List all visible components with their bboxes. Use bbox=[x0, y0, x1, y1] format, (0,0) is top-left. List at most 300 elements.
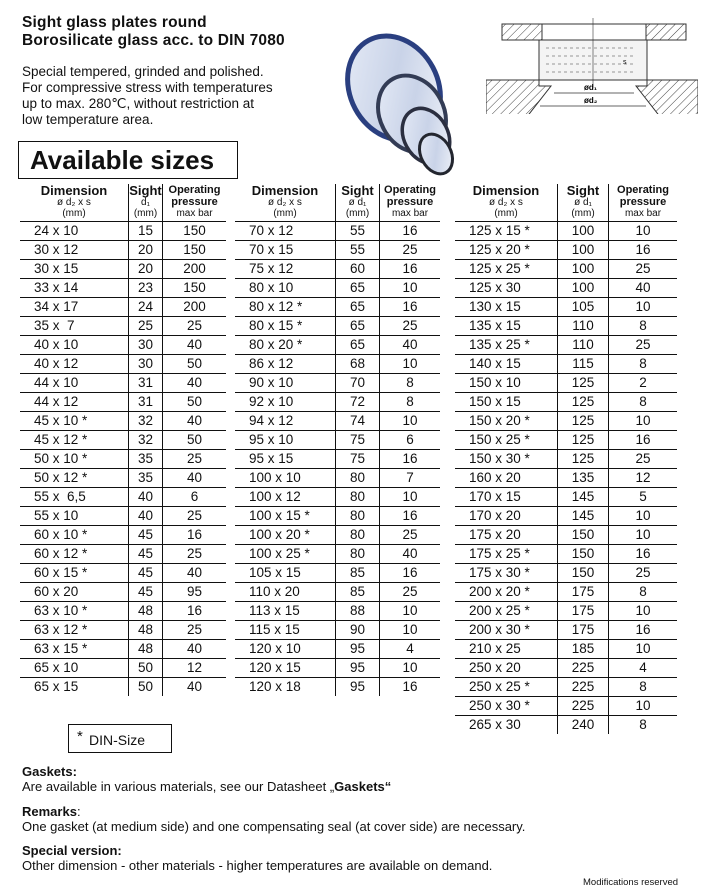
sight-cell: 85 bbox=[336, 583, 380, 602]
dimension-cell: 70 x 12 bbox=[235, 222, 336, 241]
sight-cell: 45 bbox=[129, 583, 163, 602]
table-row bbox=[235, 317, 440, 336]
dimension-cell: 60 x 15 * bbox=[20, 564, 129, 583]
intro-line: Special tempered, grinded and polished. bbox=[22, 64, 264, 79]
pressure-cell: 150 bbox=[163, 279, 227, 298]
table-row bbox=[455, 431, 677, 450]
sight-cell: 70 bbox=[336, 374, 380, 393]
pressure-cell: 25 bbox=[163, 545, 227, 564]
pressure-cell: 10 bbox=[609, 526, 678, 545]
dimension-cell: 135 x 15 bbox=[455, 317, 558, 336]
sight-cell: 125 bbox=[558, 393, 609, 412]
dimension-cell: 175 x 25 * bbox=[455, 545, 558, 564]
pressure-cell: 4 bbox=[380, 640, 441, 659]
table-row bbox=[235, 393, 440, 412]
sizes-table-1 bbox=[20, 184, 226, 696]
pressure-cell: 8 bbox=[380, 374, 441, 393]
pressure-cell: 25 bbox=[609, 450, 678, 469]
sight-cell: 95 bbox=[336, 640, 380, 659]
remarks-colon: : bbox=[76, 804, 81, 819]
sight-cell: 48 bbox=[129, 602, 163, 621]
sight-header: Sight bbox=[129, 183, 162, 198]
table-row bbox=[235, 469, 440, 488]
dimension-cell: 250 x 25 * bbox=[455, 678, 558, 697]
sight-cell: 35 bbox=[129, 469, 163, 488]
dimension-cell: 60 x 20 bbox=[20, 583, 129, 602]
sight-header: Sight bbox=[341, 183, 374, 198]
pressure-cell: 10 bbox=[380, 602, 441, 621]
sight-cell: 68 bbox=[336, 355, 380, 374]
dimension-cell: 200 x 25 * bbox=[455, 602, 558, 621]
sight-cell: 55 bbox=[336, 241, 380, 260]
pressure-header-1: Operating bbox=[617, 184, 669, 196]
dimension-cell: 150 x 25 * bbox=[455, 431, 558, 450]
sight-cell: 45 bbox=[129, 526, 163, 545]
table-row bbox=[455, 412, 677, 431]
pressure-cell: 25 bbox=[163, 450, 227, 469]
dimension-cell: 115 x 15 bbox=[235, 621, 336, 640]
dimension-cell: 100 x 12 bbox=[235, 488, 336, 507]
pressure-cell: 40 bbox=[163, 374, 227, 393]
dimension-unit: (mm) bbox=[494, 208, 518, 219]
col-header-dimension bbox=[455, 184, 558, 222]
sight-cell: 32 bbox=[129, 431, 163, 450]
pressure-cell: 10 bbox=[609, 697, 678, 716]
pressure-cell: 16 bbox=[609, 545, 678, 564]
table-row bbox=[20, 279, 226, 298]
pressure-cell: 40 bbox=[163, 640, 227, 659]
pressure-cell: 40 bbox=[163, 564, 227, 583]
pressure-cell: 8 bbox=[609, 317, 678, 336]
dimension-cell: 50 x 12 * bbox=[20, 469, 129, 488]
special-version-title: Special version: bbox=[22, 843, 122, 858]
dimension-cell: 120 x 18 bbox=[235, 678, 336, 697]
title-line-2: Borosilicate glass acc. to DIN 7080 bbox=[22, 32, 285, 49]
dimension-cell: 44 x 10 bbox=[20, 374, 129, 393]
sizes-table-3 bbox=[455, 184, 677, 734]
dimension-header: Dimension bbox=[251, 183, 319, 198]
table-row bbox=[20, 678, 226, 697]
pressure-cell: 25 bbox=[380, 317, 441, 336]
sight-cell: 125 bbox=[558, 412, 609, 431]
sight-formula: d₁ bbox=[141, 197, 150, 208]
s-label: s bbox=[623, 59, 627, 66]
available-sizes-heading bbox=[18, 141, 238, 179]
table-row bbox=[20, 469, 226, 488]
dimension-cell: 95 x 10 bbox=[235, 431, 336, 450]
table-row bbox=[235, 279, 440, 298]
table-row bbox=[235, 545, 440, 564]
table-row bbox=[455, 659, 677, 678]
dimension-cell: 170 x 20 bbox=[455, 507, 558, 526]
remarks-title: Remarks bbox=[22, 804, 77, 819]
modifications-reserved-note: Modifications reserved bbox=[583, 877, 679, 888]
col-header-sight bbox=[558, 184, 609, 222]
dimension-cell: 34 x 17 bbox=[20, 298, 129, 317]
pressure-cell: 10 bbox=[380, 279, 441, 298]
dimension-cell: 40 x 10 bbox=[20, 336, 129, 355]
pressure-cell: 10 bbox=[380, 659, 441, 678]
sight-cell: 88 bbox=[336, 602, 380, 621]
table-row bbox=[235, 488, 440, 507]
sight-cell: 150 bbox=[558, 526, 609, 545]
sight-cell: 65 bbox=[336, 336, 380, 355]
pressure-header-1: Operating bbox=[384, 184, 436, 196]
table-row bbox=[235, 222, 440, 241]
sight-cell: 100 bbox=[558, 222, 609, 241]
sight-cell: 110 bbox=[558, 336, 609, 355]
dimension-cell: 33 x 14 bbox=[20, 279, 129, 298]
dimension-cell: 100 x 25 * bbox=[235, 545, 336, 564]
table-row bbox=[20, 450, 226, 469]
dimension-formula: ø d₂ x s bbox=[489, 197, 523, 208]
sight-cell: 110 bbox=[558, 317, 609, 336]
dimension-cell: 80 x 20 * bbox=[235, 336, 336, 355]
sight-cell: 80 bbox=[336, 488, 380, 507]
pressure-cell: 16 bbox=[380, 222, 441, 241]
pressure-cell: 16 bbox=[609, 621, 678, 640]
dimension-cell: 100 x 15 * bbox=[235, 507, 336, 526]
sight-cell: 145 bbox=[558, 488, 609, 507]
special-version-section bbox=[22, 843, 492, 873]
table-row bbox=[20, 393, 226, 412]
dimension-cell: 80 x 10 bbox=[235, 279, 336, 298]
pressure-cell: 16 bbox=[380, 298, 441, 317]
intro-line: up to max. 280℃, without restriction at bbox=[22, 96, 255, 111]
sight-cell: 240 bbox=[558, 716, 609, 735]
sight-cell: 65 bbox=[336, 317, 380, 336]
table-row bbox=[455, 716, 677, 735]
table-row bbox=[235, 659, 440, 678]
sight-cell: 20 bbox=[129, 241, 163, 260]
pressure-cell: 12 bbox=[163, 659, 227, 678]
gaskets-title: Gaskets: bbox=[22, 764, 77, 779]
table-row bbox=[235, 564, 440, 583]
table-row bbox=[455, 469, 677, 488]
pressure-cell: 40 bbox=[163, 412, 227, 431]
table-row bbox=[455, 298, 677, 317]
sight-cell: 50 bbox=[129, 659, 163, 678]
table-row bbox=[455, 583, 677, 602]
sight-glass-photo bbox=[336, 10, 468, 182]
dimension-cell: 170 x 15 bbox=[455, 488, 558, 507]
dimension-formula: ø d₂ x s bbox=[268, 197, 302, 208]
pressure-cell: 8 bbox=[380, 393, 441, 412]
sight-cell: 65 bbox=[336, 298, 380, 317]
pressure-cell: 16 bbox=[380, 564, 441, 583]
dimension-cell: 250 x 20 bbox=[455, 659, 558, 678]
sight-cell: 225 bbox=[558, 697, 609, 716]
dimension-cell: 70 x 15 bbox=[235, 241, 336, 260]
dimension-cell: 30 x 15 bbox=[20, 260, 129, 279]
table-row bbox=[455, 317, 677, 336]
sight-cell: 115 bbox=[558, 355, 609, 374]
col-header-dimension bbox=[20, 184, 129, 222]
pressure-cell: 7 bbox=[380, 469, 441, 488]
dimension-header: Dimension bbox=[472, 183, 540, 198]
intro-text bbox=[22, 64, 273, 128]
sight-cell: 150 bbox=[558, 545, 609, 564]
sight-cell: 55 bbox=[336, 222, 380, 241]
table-row bbox=[235, 355, 440, 374]
intro-line: For compressive stress with temperatures bbox=[22, 80, 273, 95]
pressure-cell: 150 bbox=[163, 222, 227, 241]
dimension-cell: 130 x 15 bbox=[455, 298, 558, 317]
dimension-cell: 125 x 30 bbox=[455, 279, 558, 298]
sight-cell: 31 bbox=[129, 393, 163, 412]
dimension-cell: 150 x 20 * bbox=[455, 412, 558, 431]
table-row bbox=[455, 526, 677, 545]
table-row bbox=[20, 526, 226, 545]
dimension-cell: 50 x 10 * bbox=[20, 450, 129, 469]
pressure-cell: 50 bbox=[163, 393, 227, 412]
table-row bbox=[455, 336, 677, 355]
table-row bbox=[235, 602, 440, 621]
table-header-row bbox=[235, 184, 440, 222]
pressure-cell: 12 bbox=[609, 469, 678, 488]
sight-cell: 40 bbox=[129, 507, 163, 526]
sight-cell: 45 bbox=[129, 564, 163, 583]
pressure-cell: 150 bbox=[163, 241, 227, 260]
sight-cell: 50 bbox=[129, 678, 163, 697]
dimension-cell: 92 x 10 bbox=[235, 393, 336, 412]
dimension-cell: 45 x 10 * bbox=[20, 412, 129, 431]
table-row bbox=[20, 659, 226, 678]
table-row bbox=[235, 450, 440, 469]
table-row bbox=[455, 374, 677, 393]
sight-cell: 72 bbox=[336, 393, 380, 412]
pressure-header-1: Operating bbox=[168, 184, 221, 196]
sight-cell: 23 bbox=[129, 279, 163, 298]
sight-cell: 100 bbox=[558, 241, 609, 260]
pressure-cell: 8 bbox=[609, 678, 678, 697]
pressure-cell: 10 bbox=[380, 412, 441, 431]
table-row bbox=[235, 621, 440, 640]
sight-cell: 125 bbox=[558, 450, 609, 469]
col-header-pressure bbox=[609, 184, 678, 222]
pressure-cell: 8 bbox=[609, 355, 678, 374]
table-row bbox=[455, 355, 677, 374]
sight-cell: 15 bbox=[129, 222, 163, 241]
remarks-section bbox=[22, 804, 525, 834]
available-sizes-label: Available sizes bbox=[30, 145, 215, 175]
sight-cell: 80 bbox=[336, 469, 380, 488]
pressure-header-3: max bar bbox=[391, 208, 429, 219]
dimension-header: Dimension bbox=[40, 183, 108, 198]
sight-cell: 105 bbox=[558, 298, 609, 317]
dimension-cell: 100 x 20 * bbox=[235, 526, 336, 545]
dimension-cell: 45 x 12 * bbox=[20, 431, 129, 450]
table-header-row bbox=[455, 184, 677, 222]
sight-cell: 75 bbox=[336, 450, 380, 469]
pressure-cell: 16 bbox=[380, 260, 441, 279]
sizes-table-2 bbox=[235, 184, 440, 696]
dimension-cell: 63 x 10 * bbox=[20, 602, 129, 621]
col-header-pressure bbox=[163, 184, 227, 222]
pressure-cell: 25 bbox=[609, 260, 678, 279]
dimension-cell: 35 x 7 bbox=[20, 317, 129, 336]
table-row bbox=[455, 678, 677, 697]
dimension-cell: 65 x 10 bbox=[20, 659, 129, 678]
pressure-cell: 8 bbox=[609, 583, 678, 602]
table-row bbox=[20, 564, 226, 583]
sight-cell: 225 bbox=[558, 659, 609, 678]
sight-cell: 225 bbox=[558, 678, 609, 697]
table-row bbox=[235, 298, 440, 317]
pressure-cell: 16 bbox=[402, 679, 418, 694]
pressure-cell: 16 bbox=[609, 241, 678, 260]
dimension-cell: 125 x 25 * bbox=[455, 260, 558, 279]
pressure-header-2: pressure bbox=[386, 196, 434, 208]
sight-cell: 185 bbox=[558, 640, 609, 659]
dimension-cell: 125 x 15 * bbox=[455, 222, 558, 241]
table-row bbox=[235, 412, 440, 431]
sight-cell: 35 bbox=[129, 450, 163, 469]
pressure-cell: 10 bbox=[609, 640, 678, 659]
sight-cell: 150 bbox=[558, 564, 609, 583]
table-row bbox=[455, 564, 677, 583]
pressure-cell: 25 bbox=[609, 564, 678, 583]
intro-line: low temperature area. bbox=[22, 112, 154, 127]
table-row bbox=[235, 526, 440, 545]
gaskets-section bbox=[22, 764, 391, 794]
dimension-cell: 125 x 20 * bbox=[455, 241, 558, 260]
asterisk-icon: * bbox=[77, 728, 83, 745]
table-header-row bbox=[20, 184, 226, 222]
document-title bbox=[22, 14, 285, 50]
dimension-cell: 44 x 12 bbox=[20, 393, 129, 412]
dimension-cell: 120 x 15 bbox=[235, 659, 336, 678]
pressure-cell: 16 bbox=[163, 602, 227, 621]
col-header-pressure bbox=[380, 184, 441, 222]
sight-cell: 48 bbox=[129, 621, 163, 640]
dimension-cell: 175 x 20 bbox=[455, 526, 558, 545]
table-row bbox=[20, 374, 226, 393]
pressure-header-2: pressure bbox=[619, 196, 667, 208]
table-row bbox=[235, 336, 440, 355]
table-row bbox=[20, 260, 226, 279]
pressure-cell: 200 bbox=[163, 260, 227, 279]
dimension-cell: 60 x 12 * bbox=[20, 545, 129, 564]
sight-cell: 32 bbox=[129, 412, 163, 431]
col-header-dimension bbox=[235, 184, 336, 222]
dimension-cell: 210 x 25 bbox=[455, 640, 558, 659]
pressure-cell: 40 bbox=[186, 679, 203, 694]
table-row bbox=[20, 602, 226, 621]
dimension-cell: 30 x 12 bbox=[20, 241, 129, 260]
dimension-cell: 265 x 30 bbox=[455, 716, 558, 735]
pressure-cell: 10 bbox=[380, 355, 441, 374]
pressure-cell: 10 bbox=[609, 298, 678, 317]
pressure-cell: 10 bbox=[609, 602, 678, 621]
dimension-cell: 150 x 30 * bbox=[455, 450, 558, 469]
table-row bbox=[235, 507, 440, 526]
table-row bbox=[455, 602, 677, 621]
sight-cell: 80 bbox=[336, 507, 380, 526]
sight-cell: 95 bbox=[336, 659, 380, 678]
dimension-cell: 150 x 10 bbox=[455, 374, 558, 393]
table-row bbox=[455, 450, 677, 469]
sight-formula: ø d₁ bbox=[574, 197, 592, 208]
dimension-cell: 160 x 20 bbox=[455, 469, 558, 488]
sight-cell: 80 bbox=[336, 526, 380, 545]
dimension-cell: 95 x 15 bbox=[235, 450, 336, 469]
quote-close: “ bbox=[384, 779, 392, 794]
sight-cell: 40 bbox=[129, 488, 163, 507]
pressure-cell: 95 bbox=[163, 583, 227, 602]
table-row bbox=[455, 222, 677, 241]
table-row bbox=[20, 412, 226, 431]
table-row bbox=[455, 545, 677, 564]
dimension-unit: (mm) bbox=[62, 208, 86, 219]
sight-cell: 30 bbox=[129, 336, 163, 355]
pressure-cell: 50 bbox=[163, 355, 227, 374]
pressure-cell: 25 bbox=[163, 507, 227, 526]
dimension-cell: 200 x 20 * bbox=[455, 583, 558, 602]
sight-cell: 24 bbox=[129, 298, 163, 317]
pressure-cell: 6 bbox=[380, 431, 441, 450]
special-version-text: Other dimension - other materials - higher temperatures are available on demand. bbox=[22, 858, 493, 873]
gaskets-text bbox=[22, 779, 391, 794]
table-row bbox=[20, 336, 226, 355]
dimension-cell: 105 x 15 bbox=[235, 564, 336, 583]
sight-cell: 145 bbox=[558, 507, 609, 526]
pressure-cell: 40 bbox=[380, 336, 441, 355]
sight-cell: 100 bbox=[558, 279, 609, 298]
pressure-cell: 40 bbox=[163, 336, 227, 355]
table-row bbox=[20, 640, 226, 659]
table-row bbox=[20, 298, 226, 317]
pressure-cell: 25 bbox=[380, 241, 441, 260]
remarks-text: One gasket (at medium side) and one compensating seal (at cover side) are necessary. bbox=[22, 819, 526, 834]
pressure-cell: 25 bbox=[163, 621, 227, 640]
dimension-cell: 63 x 15 * bbox=[20, 640, 129, 659]
dimension-cell: 175 x 30 * bbox=[455, 564, 558, 583]
dimension-cell: 110 x 20 bbox=[235, 583, 336, 602]
table-row bbox=[20, 545, 226, 564]
sight-cell: 175 bbox=[558, 602, 609, 621]
dimension-cell: 80 x 12 * bbox=[235, 298, 336, 317]
sight-cell: 85 bbox=[336, 564, 380, 583]
pressure-cell: 16 bbox=[609, 431, 678, 450]
table-row bbox=[20, 431, 226, 450]
table-row bbox=[20, 621, 226, 640]
sight-formula: ø d₁ bbox=[348, 197, 367, 208]
pressure-cell: 16 bbox=[380, 507, 441, 526]
table-row bbox=[235, 583, 440, 602]
sight-unit: (mm) bbox=[345, 208, 370, 219]
d2-label: ød₂ bbox=[584, 96, 598, 105]
pressure-cell: 25 bbox=[380, 526, 441, 545]
table-row bbox=[455, 260, 677, 279]
sight-cell: 135 bbox=[558, 469, 609, 488]
sight-cell: 95 bbox=[336, 678, 380, 697]
pressure-header-2: pressure bbox=[171, 196, 218, 208]
gaskets-text-body: Are available in various materials, see our Datasheet „ bbox=[22, 779, 335, 794]
pressure-cell: 10 bbox=[380, 621, 441, 640]
pressure-cell: 8 bbox=[609, 393, 678, 412]
pressure-cell: 4 bbox=[609, 659, 678, 678]
d1-label: ød₁ bbox=[584, 83, 598, 92]
table-row bbox=[455, 488, 677, 507]
table-row bbox=[235, 241, 440, 260]
dimension-cell: 75 x 12 bbox=[235, 260, 336, 279]
sight-cell: 25 bbox=[129, 317, 163, 336]
gaskets-datasheet-ref: Gaskets bbox=[334, 779, 385, 794]
dimension-cell: 135 x 25 * bbox=[455, 336, 558, 355]
table-row bbox=[455, 241, 677, 260]
sight-cell: 90 bbox=[336, 621, 380, 640]
